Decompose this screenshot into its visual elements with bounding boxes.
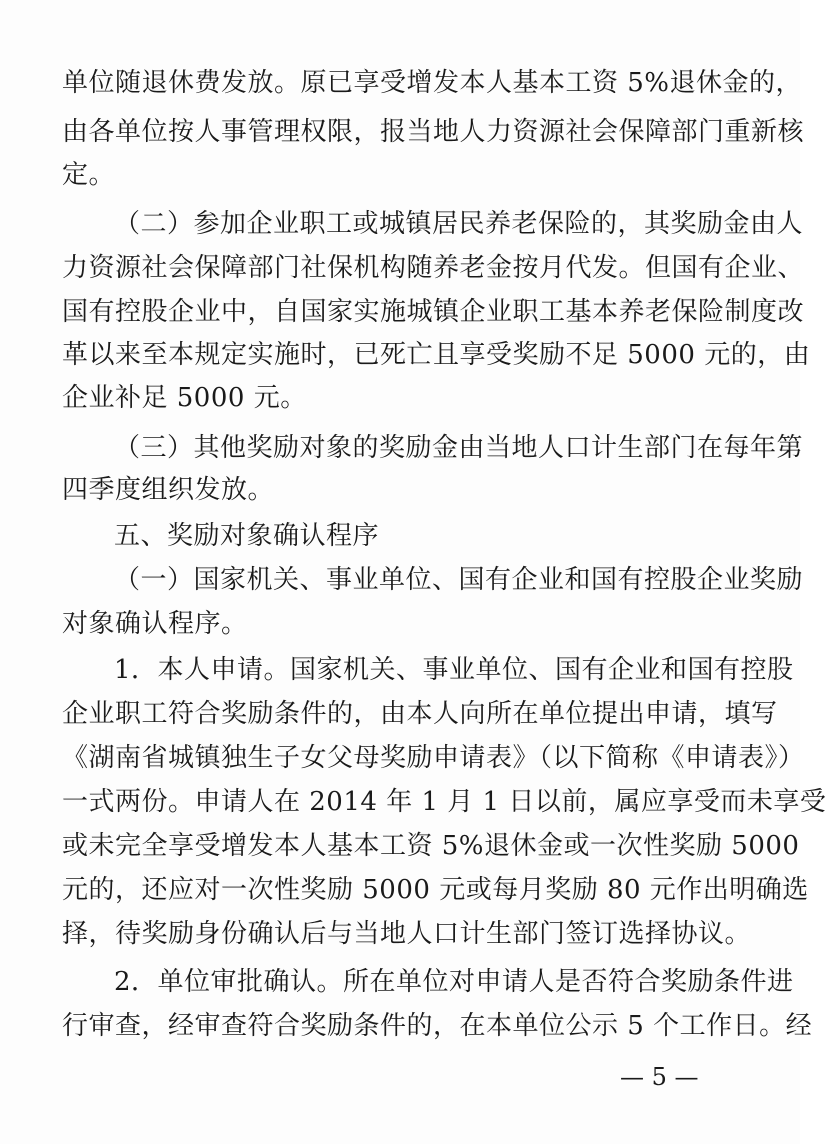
text-line: 由各单位按人事管理权限，报当地人力资源社会保障部门重新核: [62, 117, 805, 147]
text-line: 《湖南省城镇独生子女父母奖励申请表》（以下简称《申请表》）: [62, 743, 805, 773]
page-number: — 5 —: [620, 1063, 699, 1091]
paragraph-first-line: （一）国家机关、事业单位、国有企业和国有控股企业奖励: [114, 565, 804, 595]
paragraph-first-line: 2．单位审批确认。所在单位对申请人是否符合奖励条件进: [114, 967, 794, 997]
text-line: 国有控股企业中，自国家实施城镇企业职工基本养老保险制度改: [62, 297, 805, 327]
paragraph-first-line: （二）参加企业职工或城镇居民养老保险的，其奖励金由人: [114, 209, 804, 239]
text-line: 择，待奖励身份确认后与当地人口计生部门签订选择协议。: [62, 919, 752, 949]
text-line: 对象确认程序。: [62, 609, 248, 639]
text-line: 或未完全享受增发本人基本工资 5%退休金或一次性奖励 5000: [62, 831, 800, 861]
paragraph-first-line: （三）其他奖励对象的奖励金由当地人口计生部门在每年第: [114, 433, 804, 463]
text-line: 一式两份。申请人在 2014 年 1 月 1 日以前，属应享受而未享受: [62, 787, 826, 817]
text-line: 企业补足 5000 元。: [62, 383, 307, 413]
text-line: 元的，还应对一次性奖励 5000 元或每月奖励 80 元作出明确选: [62, 875, 809, 905]
text-line: 革以来至本规定实施时，已死亡且享受奖励不足 5000 元的，由: [62, 340, 811, 370]
text-line: 单位随退休费发放。原已享受增发本人基本工资 5%退休金的，: [62, 68, 803, 98]
text-line: 行审查，经审查符合奖励条件的，在本单位公示 5 个工作日。经: [62, 1011, 813, 1041]
section-heading: 五、奖励对象确认程序: [114, 521, 380, 551]
text-line: 定。: [62, 160, 116, 190]
text-line: 四季度组织发放。: [62, 475, 275, 505]
text-line: 企业职工符合奖励条件的，由本人向所在单位提出申请，填写: [62, 699, 778, 729]
text-line: 力资源社会保障部门社保机构随养老金按月代发。但国有企业、: [62, 253, 805, 283]
paragraph-first-line: 1．本人申请。国家机关、事业单位、国有企业和国有控股: [114, 655, 794, 685]
